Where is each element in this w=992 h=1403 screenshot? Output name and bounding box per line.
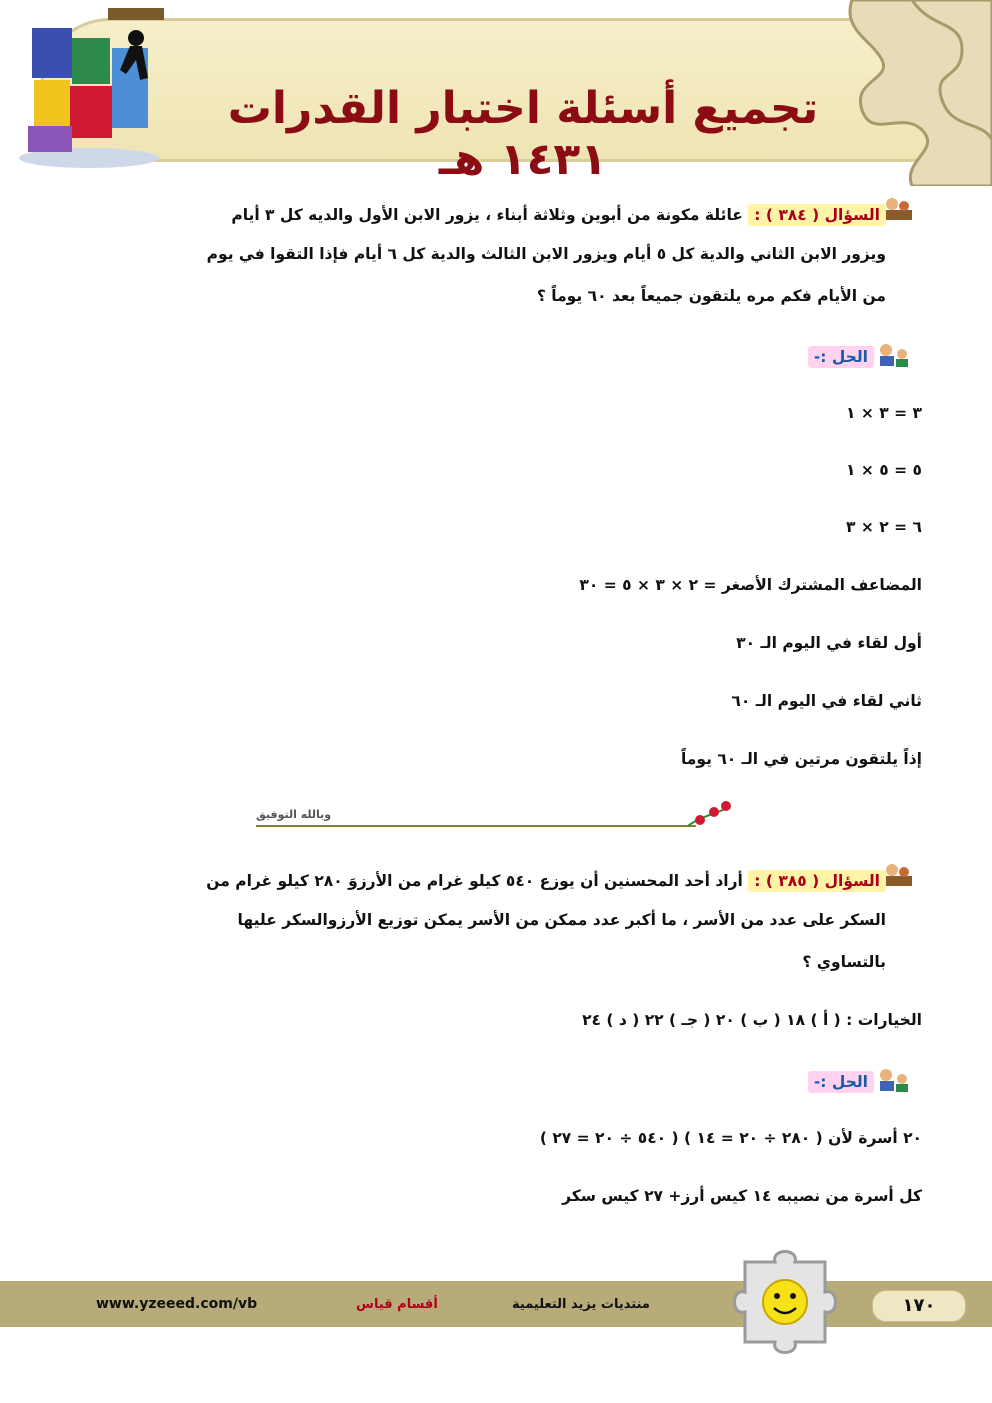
page-number: ١٧٠ [872, 1290, 966, 1322]
solution-385-label-row [808, 1071, 874, 1093]
solution-385-line: كل أسرة من نصيبه ١٤ كيس أرز+ ٢٧ كيس سكر [562, 1187, 922, 1205]
question-385-line1: السؤال ( ٣٨٥ ) : أراد أحد المحسنين أن يوزع ٥٤٠ كيلو غرام من الأرزوَ ٢٨٠ كيلو غرام من [206, 870, 886, 892]
solution-385-line: ٢٠ أسرة لأن ( ٢٨٠ ÷ ٢٠ = ١٤ ) ( ٥٤٠ ÷ ٢٠ = ٢٧ ) [539, 1129, 922, 1147]
footer-forum-name: منتديات يزيد التعليمية [512, 1297, 650, 1312]
solution-384-line: ٥ = ٥ × ١ [846, 461, 922, 479]
footer-section-link[interactable]: أقسام قياس [356, 1297, 438, 1312]
question-385-line2: السكر على عدد من الأسر ، ما أكبر عدد ممكن من الأسر يمكن توزيع الأرزوالسكر عليها [237, 911, 886, 929]
solution-384-label: الحل :- [808, 346, 874, 368]
solution-384-line: ٦ = ٢ × ٣ [846, 518, 922, 536]
solution-384-line: إذاً يلتقون مرتين في الـ ٦٠ يوماً [680, 750, 922, 768]
question-384-label: السؤال ( ٣٨٤ ) : [748, 204, 886, 226]
solution-384-line: أول لقاء في اليوم الـ ٣٠ [736, 634, 922, 652]
solution-384-line: المضاعف المشترك الأصغر = ٢ × ٣ × ٥ = ٣٠ [579, 576, 922, 594]
solution-384-line: ثاني لقاء في اليوم الـ ٦٠ [731, 692, 922, 710]
puzzle-pieces-decoration [792, 0, 992, 186]
divider-text: وبالله التوفيق [256, 808, 332, 821]
section-divider [256, 825, 696, 827]
teacher-icon [876, 342, 910, 368]
teacher-icon [876, 1067, 910, 1093]
smiley-puzzle-icon [725, 1242, 845, 1360]
question-385-label: السؤال ( ٣٨٥ ) : [748, 870, 886, 892]
question-384-line3: من الأيام فكم مره يلتقون جميعاً بعد ٦٠ يوماً ؟ [536, 287, 886, 305]
question-384-line1: السؤال ( ٣٨٤ ) : عائلة مكونة من أبوين وثلاثة أبناء ، يزور الابن الأول والديه كل ٣ أيام [231, 204, 886, 226]
solution-385-label: الحل :- [808, 1071, 874, 1093]
solution-384-label-row [808, 346, 874, 368]
footer-url-link[interactable]: www.yzeeed.com/vb [96, 1296, 258, 1312]
question-385-choices: الخيارات : ( أ ) ١٨ ( ب ) ٢٠ ( جـ ) ٢٢ ( د ) ٢٤ [582, 1011, 922, 1029]
question-385-line3: بالتساوي ؟ [802, 953, 886, 971]
solution-384-line: ٣ = ٣ × ١ [846, 404, 922, 422]
question-384-line2: ويزور الابن الثاني والدية كل ٥ أيام ويزور الابن الثالث والدية كل ٦ أيام فإذا التقوا في يوم [206, 245, 886, 263]
abc-blocks-logo [14, 8, 164, 168]
roses-icon [684, 800, 734, 832]
page-title: تجميع أسئلة اختبار القدرات ١٤٣١ هـ [227, 83, 819, 185]
